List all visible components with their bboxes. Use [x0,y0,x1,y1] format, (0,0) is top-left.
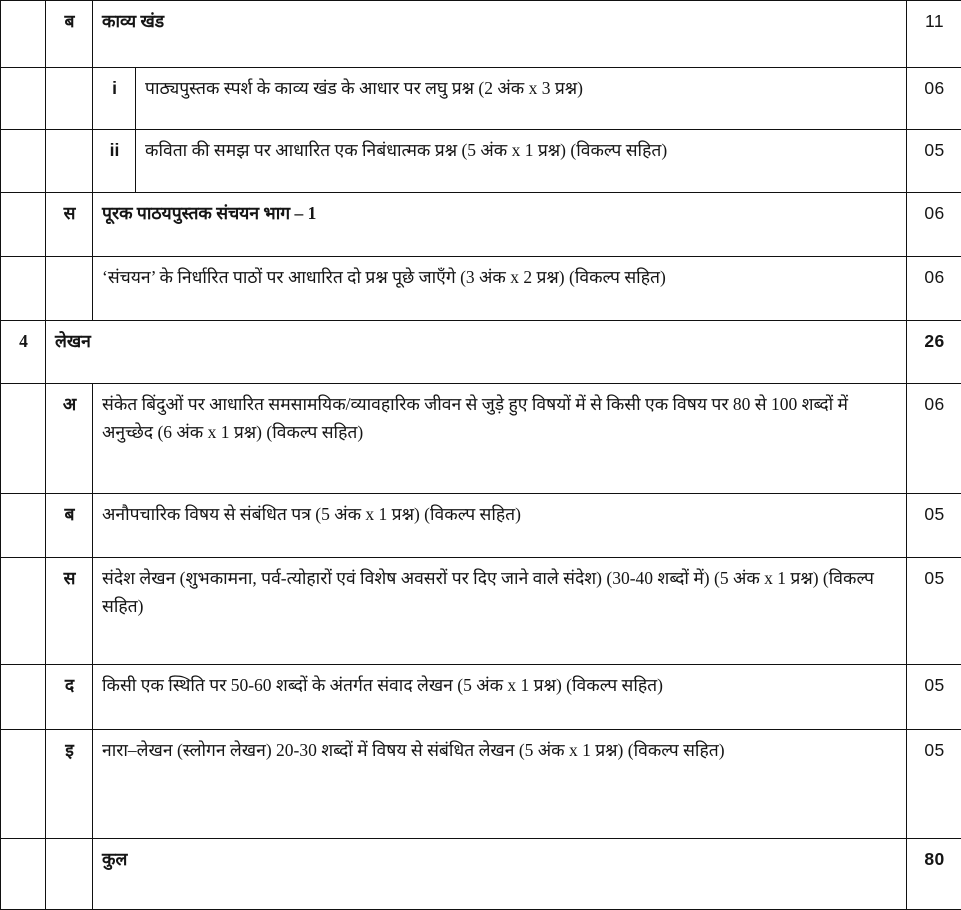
sub-part-cell: द [46,665,93,730]
marks-cell: 05 [907,494,961,558]
marks-cell: 05 [907,665,961,730]
sub-part-cell: ब [46,1,93,68]
table-row [1,257,961,321]
question-number-cell [1,384,46,494]
marks-cell: 06 [907,193,961,257]
roman-numeral-cell: i [93,68,136,130]
table-row [1,193,961,257]
question-number-cell [1,68,46,130]
question-number-cell [1,558,46,665]
description-cell: किसी एक स्थिति पर 50-60 शब्दों के अंतर्गत संवाद लेखन (5 अंक x 1 प्रश्न) (विकल्प सहित) [93,665,907,730]
marks-cell: 80 [907,839,961,910]
table-row [1,384,961,494]
question-number-cell: 4 [1,321,46,384]
question-number-cell [1,193,46,257]
question-number-cell [1,494,46,558]
sub-part-cell [46,68,93,130]
description-cell: पाठ्यपुस्तक स्पर्श के काव्य खंड के आधार पर लघु प्रश्न (2 अंक x 3 प्रश्न) [136,68,907,130]
table-row [1,321,961,384]
description-cell: कुल [93,839,907,910]
sub-part-cell [46,839,93,910]
marks-cell: 05 [907,130,961,193]
marks-cell: 05 [907,558,961,665]
description-cell: लेखन [46,321,907,384]
table-row [1,130,961,193]
description-cell: संदेश लेखन (शुभकामना, पर्व-त्योहारों एवं विशेष अवसरों पर दिए जाने वाले संदेश) (30-40 शब्दों में) (5 अंक x 1 प्रश्न) (विकल्प सहित) [93,558,907,665]
marks-cell: 06 [907,68,961,130]
description-cell: काव्य खंड [93,1,907,68]
sub-part-cell: स [46,193,93,257]
question-number-cell [1,839,46,910]
description-cell: पूरक पाठयपुस्तक संचयन भाग – 1 [93,193,907,257]
question-number-cell [1,730,46,839]
marks-cell: 06 [907,384,961,494]
marks-cell: 26 [907,321,961,384]
table-body [1,1,961,910]
sub-part-cell [46,257,93,321]
table-row [1,665,961,730]
sub-part-cell [46,130,93,193]
description-cell: संकेत बिंदुओं पर आधारित समसामयिक/व्यावहारिक जीवन से जुड़े हुए विषयों में से किसी एक विषय पर 80 से 100 शब्दों में अनुच्छेद (6 अंक x 1 प्रश्न) (विकल्प सहित) [93,384,907,494]
sub-part-cell: स [46,558,93,665]
table-row [1,839,961,910]
marks-cell: 05 [907,730,961,839]
sub-part-cell: इ [46,730,93,839]
marks-cell: 11 [907,1,961,68]
marks-cell: 06 [907,257,961,321]
description-cell: नारा–लेखन (स्लोगन लेखन) 20-30 शब्दों में विषय से संबंधित लेखन (5 अंक x 1 प्रश्न) (विकल्प सहित) [93,730,907,839]
question-number-cell [1,1,46,68]
table-row [1,68,961,130]
sub-part-cell: ब [46,494,93,558]
table-row [1,1,961,68]
sub-part-cell: अ [46,384,93,494]
table-row [1,558,961,665]
question-number-cell [1,665,46,730]
roman-numeral-cell: ii [93,130,136,193]
table-row [1,494,961,558]
description-cell: कविता की समझ पर आधारित एक निबंधात्मक प्रश्न (5 अंक x 1 प्रश्न) (विकल्प सहित) [136,130,907,193]
description-cell: ‘संचयन’ के निर्धारित पाठों पर आधारित दो प्रश्न पूछे जाएँगे (3 अंक x 2 प्रश्न) (विकल्प सहित) [93,257,907,321]
table-row [1,730,961,839]
question-number-cell [1,257,46,321]
question-number-cell [1,130,46,193]
description-cell: अनौपचारिक विषय से संबंधित पत्र (5 अंक x 1 प्रश्न) (विकल्प सहित) [93,494,907,558]
